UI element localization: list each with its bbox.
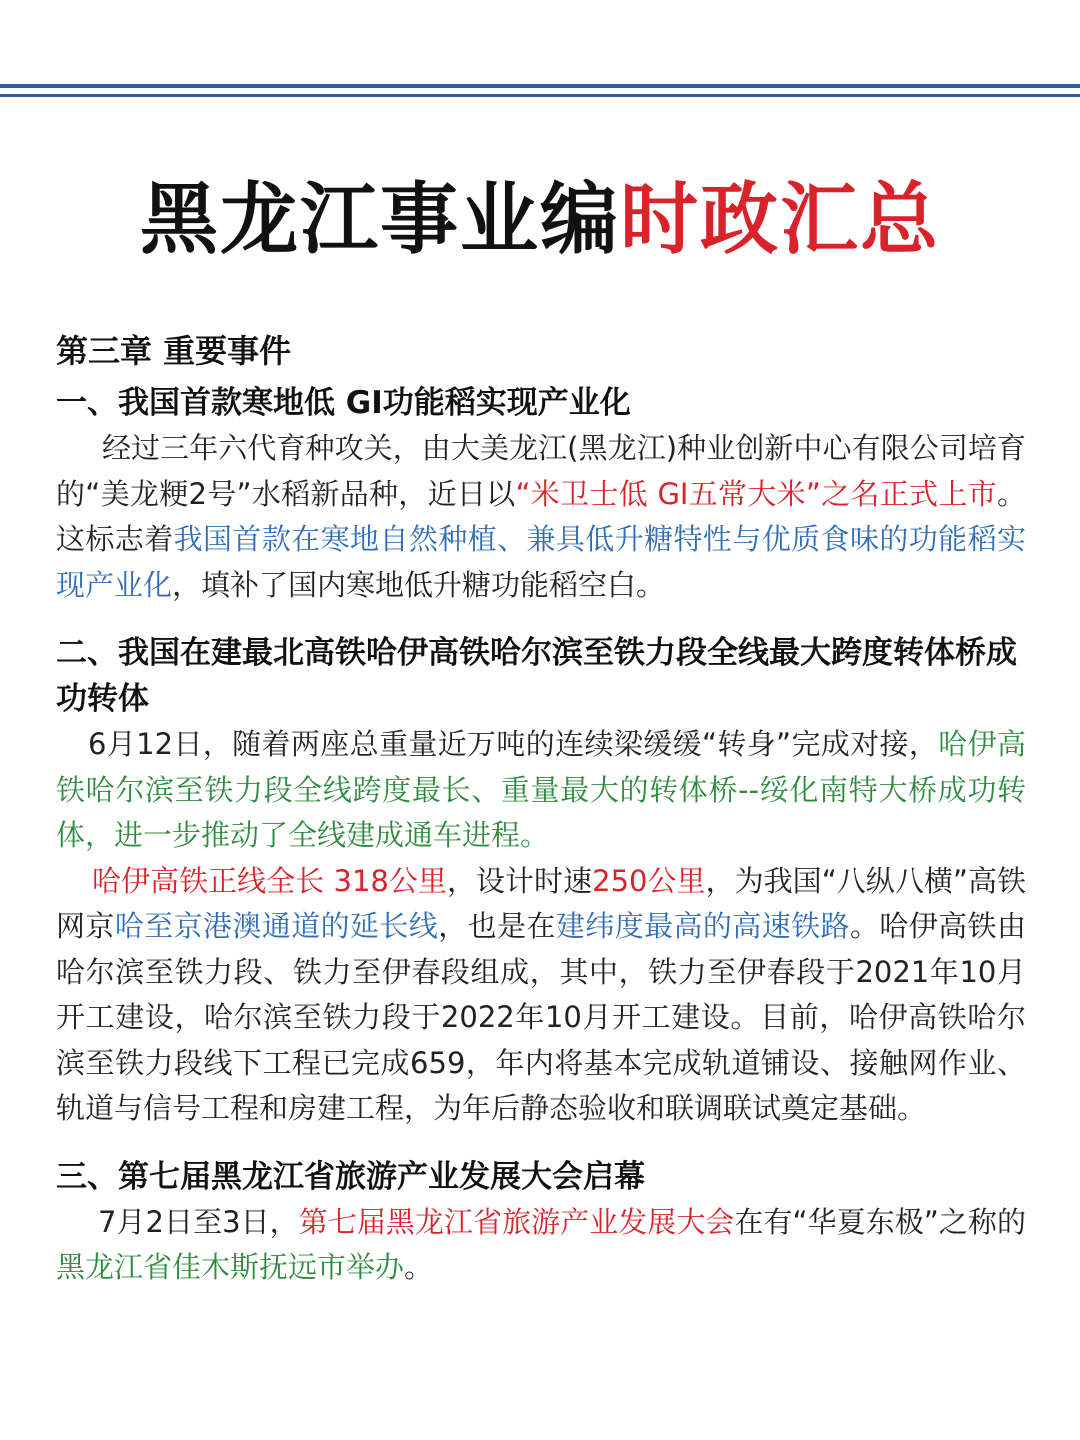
text-run: 。哈伊高铁由哈尔滨至铁力段、铁力至伊春段组成，其中，铁力至伊春段于2021年10月开工建设，哈尔滨至铁力段于2022年10月开工建设。目前，哈伊高铁哈尔滨至铁力段线下工程已完成659，年内将基本完成轨道铺设、接触网作业、轨道与信号工程和房建工程，为年后静态验收和联调联试奠定基础。 [56,909,1026,1125]
text-run: 6月12日，随着两座总重量近万吨的连续梁缓缓“转身”完成对接， [88,727,939,761]
section-heading-1: 一、我国首款寒地低 GI功能稻实现产业化 [56,385,631,421]
highlight-blue: 建纬度最高的高速铁路 [555,909,850,943]
section-3-paragraph [56,1200,1026,1291]
header-rule-secondary [0,94,1080,97]
highlight-red: 哈伊高铁正线全长 318公里 [92,863,447,898]
page-title-part2: 时政汇总 [620,175,941,265]
highlight-green: 黑龙江省佳木斯抚远市举办 [56,1250,405,1284]
chapter-heading: 第三章 重要事件 [56,332,292,370]
page-title-part1: 黑龙江事业编 [139,175,620,265]
text-run: 。这标志着 [56,476,1026,556]
text-run: ，设计时速 [446,863,593,898]
text-run: 。 [404,1250,434,1284]
highlight-blue: 哈至京港澳通道的延长线 [114,909,439,943]
header-rule [0,84,1080,88]
article-body [56,326,1026,1291]
text-run: 经过三年六代育种攻关，由大美龙江(黑龙江)种业创新中心有限公司培育的“美龙粳2号”水稻新品种，近日以 [56,431,1026,511]
highlight-red: 第七届黑龙江省旅游产业发展大会 [298,1204,735,1239]
section-1-paragraph [56,426,1026,608]
text-run: 7月2日至3日， [98,1204,299,1239]
section-2-paragraph-2 [56,859,1026,1132]
section-2-paragraph-1 [56,722,1026,859]
section-heading-3: 三、第七届黑龙江省旅游产业发展大会启幕 [56,1158,645,1195]
section-heading-2: 二、我国在建最北高铁哈伊高铁哈尔滨至铁力段全线最大跨度转体桥成功转体 [56,635,1017,717]
text-run: ，为我国“八纵八横”高铁网京 [56,863,1026,943]
highlight-red: 250公里 [592,863,706,898]
page-title [0,170,1080,270]
highlight-green: 哈伊高铁哈尔滨至铁力段全线跨度最长、重量最大的转体桥--绥化南特大桥成功转体，进一步推动了全线建成通车进程。 [56,727,1026,852]
text-run: 在有“华夏东极”之称的 [734,1204,1026,1239]
highlight-blue: 我国首款在寒地自然种植、兼具低升糖特性与优质食味的功能稻实现产业化 [56,522,1026,602]
highlight-red: “米卫士低 GI五常大米”之名正式上市 [515,476,997,511]
text-run: ，填补了国内寒地低升糖功能稻空白。 [172,567,666,602]
text-run: ，也是在 [438,909,556,943]
